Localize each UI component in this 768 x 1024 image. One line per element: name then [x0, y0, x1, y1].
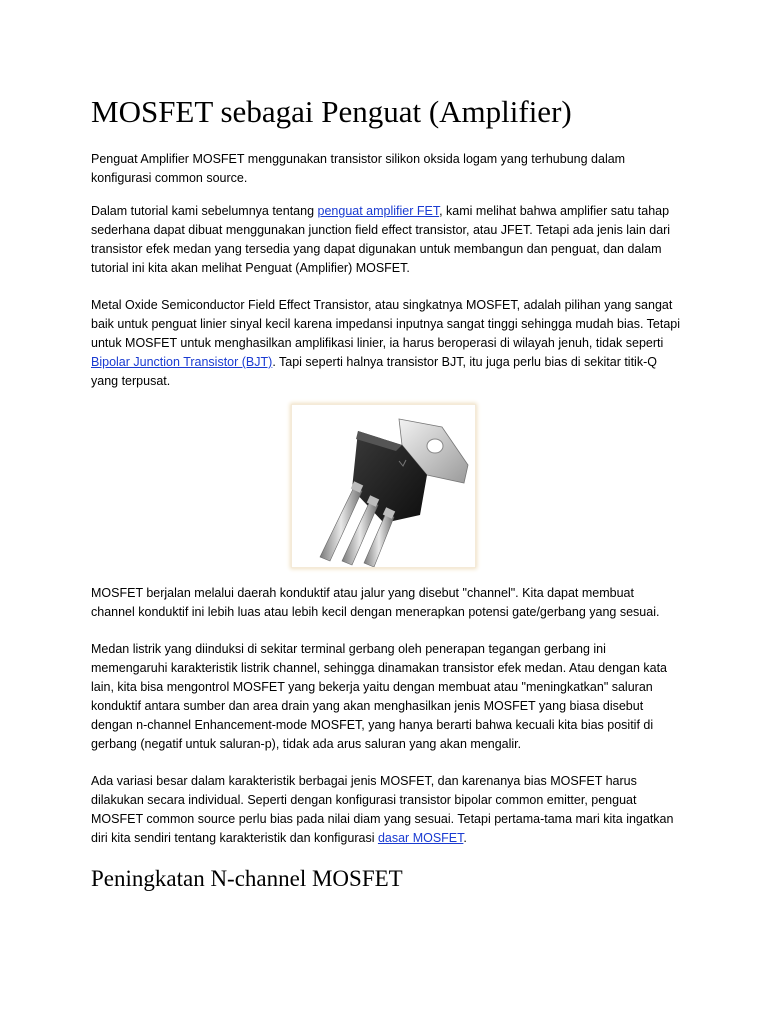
paragraph-mosfet-intro [91, 296, 681, 391]
transistor-icon [292, 405, 475, 567]
intro-paragraph: Penguat Amplifier MOSFET menggunakan transistor silikon oksida logam yang terhubung dalam konfigurasi common source. [91, 152, 626, 185]
paragraph-text: Ada variasi besar dalam karakteristik berbagai jenis MOSFET, dan karenanya bias MOSFET harus dilakukan secara individual. Seperti dengan konfigurasi transistor bipolar common emitter, penguat MOSFET common source perlu bias pada nilai diam yang sesuai. Tetapi pertama-tama mari kita ingatkan diri kita sendiri tentang karakteristik dan konfigurasi [91, 774, 674, 845]
link-bipolar-junction-transistor[interactable]: Bipolar Junction Transistor (BJT) [91, 355, 273, 369]
link-dasar-mosfet[interactable]: dasar MOSFET [377, 831, 464, 845]
section-heading: Peningkatan N-channel MOSFET [91, 866, 403, 891]
mosfet-transistor-image [292, 405, 475, 567]
link-penguat-amplifier-fet[interactable]: penguat amplifier FET [317, 204, 440, 218]
paragraph-fet-tutorial [91, 202, 681, 278]
paragraph-text: . Tapi seperti halnya transistor BJT, itu juga perlu bias di sekitar titik-Q yang terpusat. [91, 355, 657, 388]
page-title: MOSFET sebagai Penguat (Amplifier) [91, 94, 572, 129]
paragraph-variation [91, 772, 681, 848]
paragraph-electric-field: Medan listrik yang diinduksi di sekitar terminal gerbang oleh penerapan tegangan gerbang ini memengaruhi karakteristik listrik channel, sehingga dinamakan transistor efek medan. Atau dengan kata lain, kita bisa mengontrol MOSFET yang bekerja yaitu dengan membuat atau "meningkatkan" saluran konduktif antara sumber dan area drain yang akan menghasilkan jenis MOSFET yang biasa disebut dengan n-channel Enhancement-mode MOSFET, yang hanya berarti bahwa kecuali kita bias positif di gerbang (negatif untuk saluran-p), tidak ada arus saluran yang akan mengalir. [91, 642, 668, 751]
paragraph-text: . [463, 831, 467, 845]
paragraph-text: , kami melihat bahwa amplifier satu tahap sederhana dapat dibuat menggunakan junction field effect transistor, atau JFET. Tetapi ada jenis lain dari transistor efek medan yang tersedia yang dapat digunakan untuk membangun dan penguat, dan dalam tutorial ini kita akan melihat Penguat (Amplifier) MOSFET. [91, 204, 671, 275]
paragraph-text: Metal Oxide Semiconductor Field Effect Transistor, atau singkatnya MOSFET, adalah pilihan yang sangat baik untuk penguat linier sinyal kecil karena impedansi inputnya sangat tinggi sehingga mudah bias. Tetapi untuk MOSFET untuk menghasilkan amplifikasi linier, ia harus beroperasi di wilayah jenuh, tidak seperti [91, 298, 681, 350]
paragraph-channel: MOSFET berjalan melalui daerah konduktif atau jalur yang disebut "channel". Kita dapat membuat channel konduktif ini lebih luas atau lebih kecil dengan menerapkan potensi gate/gerbang yang sesuai. [91, 586, 660, 619]
paragraph-text: Dalam tutorial kami sebelumnya tentang [91, 204, 318, 218]
